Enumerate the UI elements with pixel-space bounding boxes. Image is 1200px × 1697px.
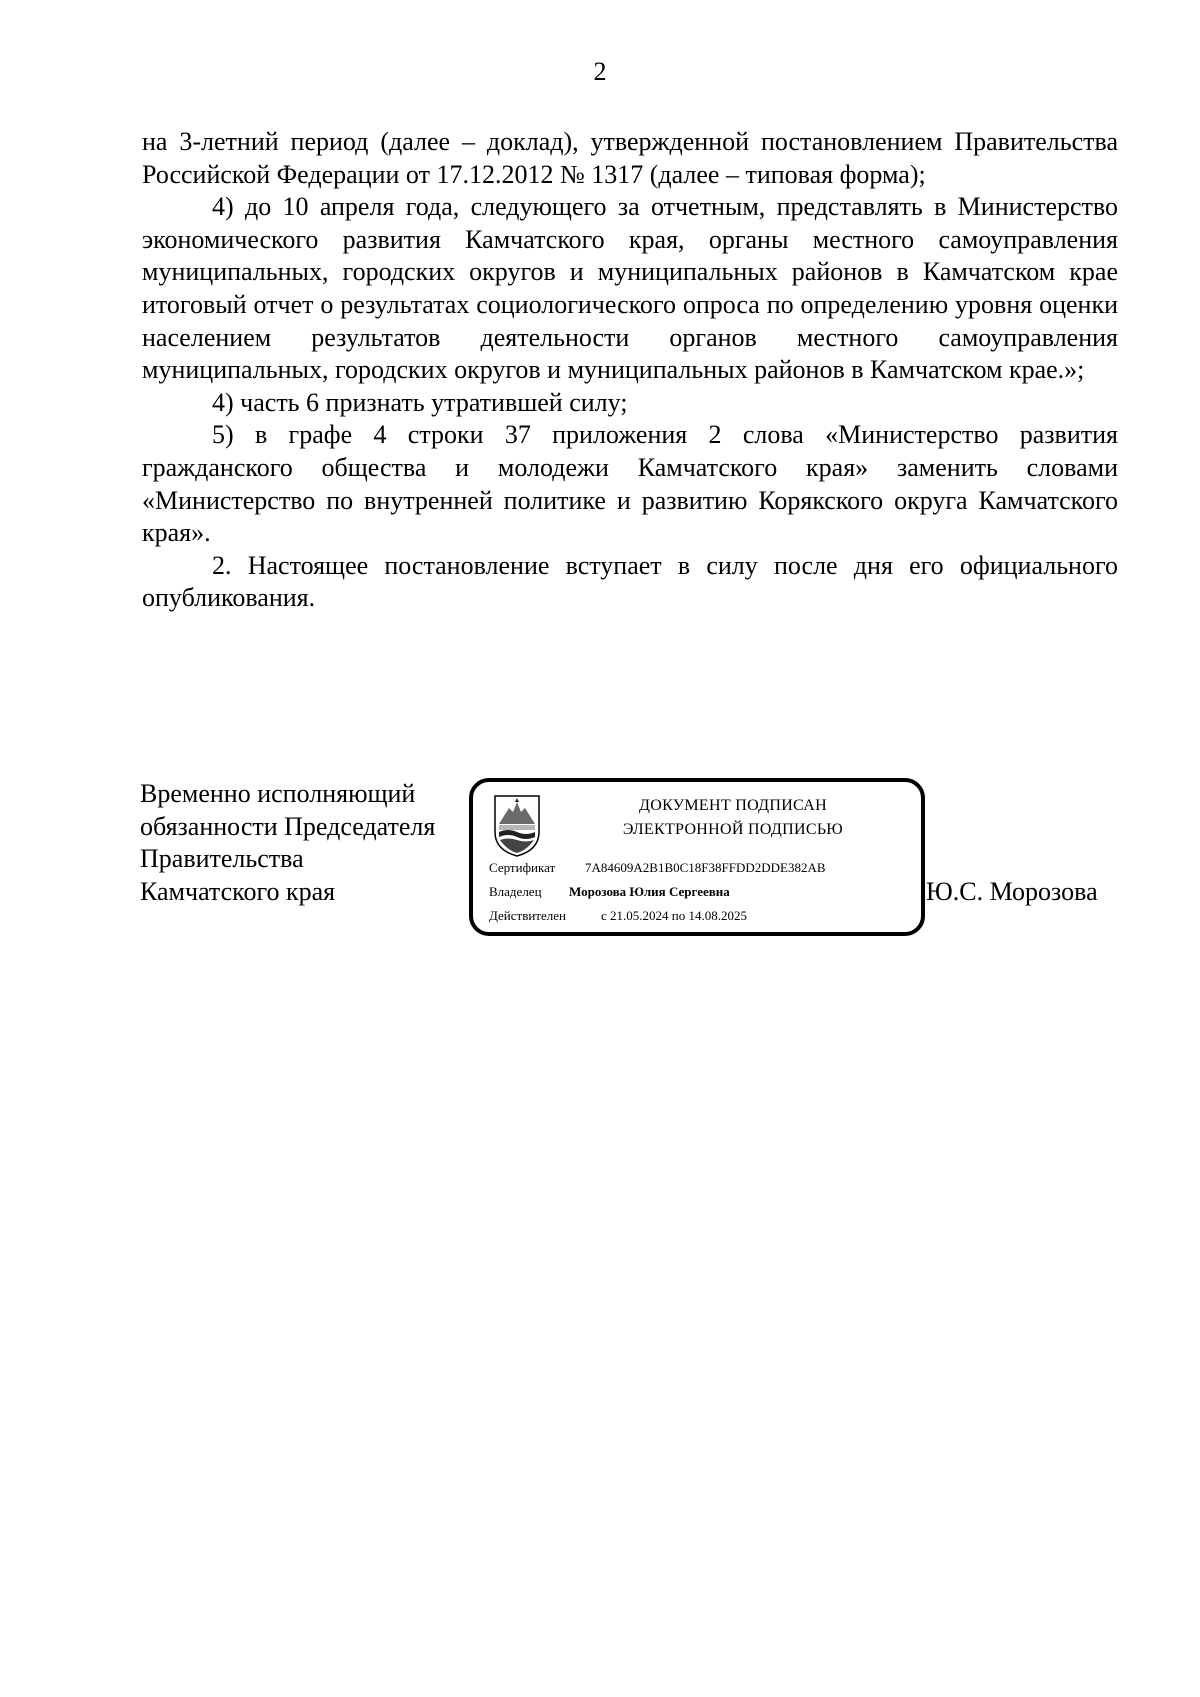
signer-title <box>140 778 435 908</box>
stamp-owner-label: Владелец <box>489 884 542 899</box>
signer-title-line: обязанности Председателя <box>140 811 436 841</box>
stamp-certificate-label: Сертификат <box>489 860 556 875</box>
signer-title-line: Правительства <box>140 844 304 874</box>
signer-name: Ю.С. Морозова <box>926 877 1098 906</box>
signer-title-line: Временно исполняющий <box>140 779 416 808</box>
stamp-heading <box>563 794 903 842</box>
document-body <box>142 126 1118 615</box>
page-number: 2 <box>593 57 607 86</box>
stamp-certificate-row <box>489 860 826 876</box>
stamp-owner-value: Морозова Юлия Сергеевна <box>569 884 730 899</box>
paragraph-item-4-report: 4) до 10 апреля года, следующего за отчетным, представлять в Министерство экономического развития Камчатского края, органы местного самоуправления муниципальных, городских округов и муниципальных районов в Камчатском крае итоговый отчет о результатах социологического опроса по определению уровня оценки населением результатов деятельности органов местного самоуправления муниципальных, городских округов и муниципальных районов в Камчатском крае.»; <box>142 192 1118 385</box>
stamp-heading-line-1: ДОКУМЕНТ ПОДПИСАН <box>639 797 827 814</box>
paragraph-continuation: на 3-летний период (далее – доклад), утвержденной постановлением Правительства Российской Федерации от 17.12.2012 № 1317 (далее – типовая форма); <box>142 127 1118 189</box>
kamchatka-coat-of-arms-icon <box>491 792 543 858</box>
paragraph-item-4-part-6: 4) часть 6 признать утратившей силу; <box>212 387 628 417</box>
stamp-certificate-value: 7A84609A2B1B0C18F38FFDD2DDE382AB <box>585 860 826 875</box>
stamp-validity-value: с 21.05.2024 по 14.08.2025 <box>601 908 747 923</box>
stamp-heading-line-2: ЭЛЕКТРОННОЙ ПОДПИСЬЮ <box>622 821 844 838</box>
stamp-validity-label: Действителен <box>489 908 566 923</box>
stamp-validity-row <box>489 908 747 924</box>
stamp-owner-row <box>489 884 730 900</box>
paragraph-item-5: 5) в графе 4 строки 37 приложения 2 слова «Министерство развития гражданского общества и молодежи Камчатского края» заменить словами «Министерство по внутренней политике и развитию Корякского округа Камчатского края». <box>142 420 1118 548</box>
paragraph-effective-date: 2. Настоящее постановление вступает в силу после дня его официального опубликования. <box>142 550 1118 613</box>
signer-title-line: Камчатского края <box>140 876 336 906</box>
electronic-signature-stamp <box>469 778 925 936</box>
